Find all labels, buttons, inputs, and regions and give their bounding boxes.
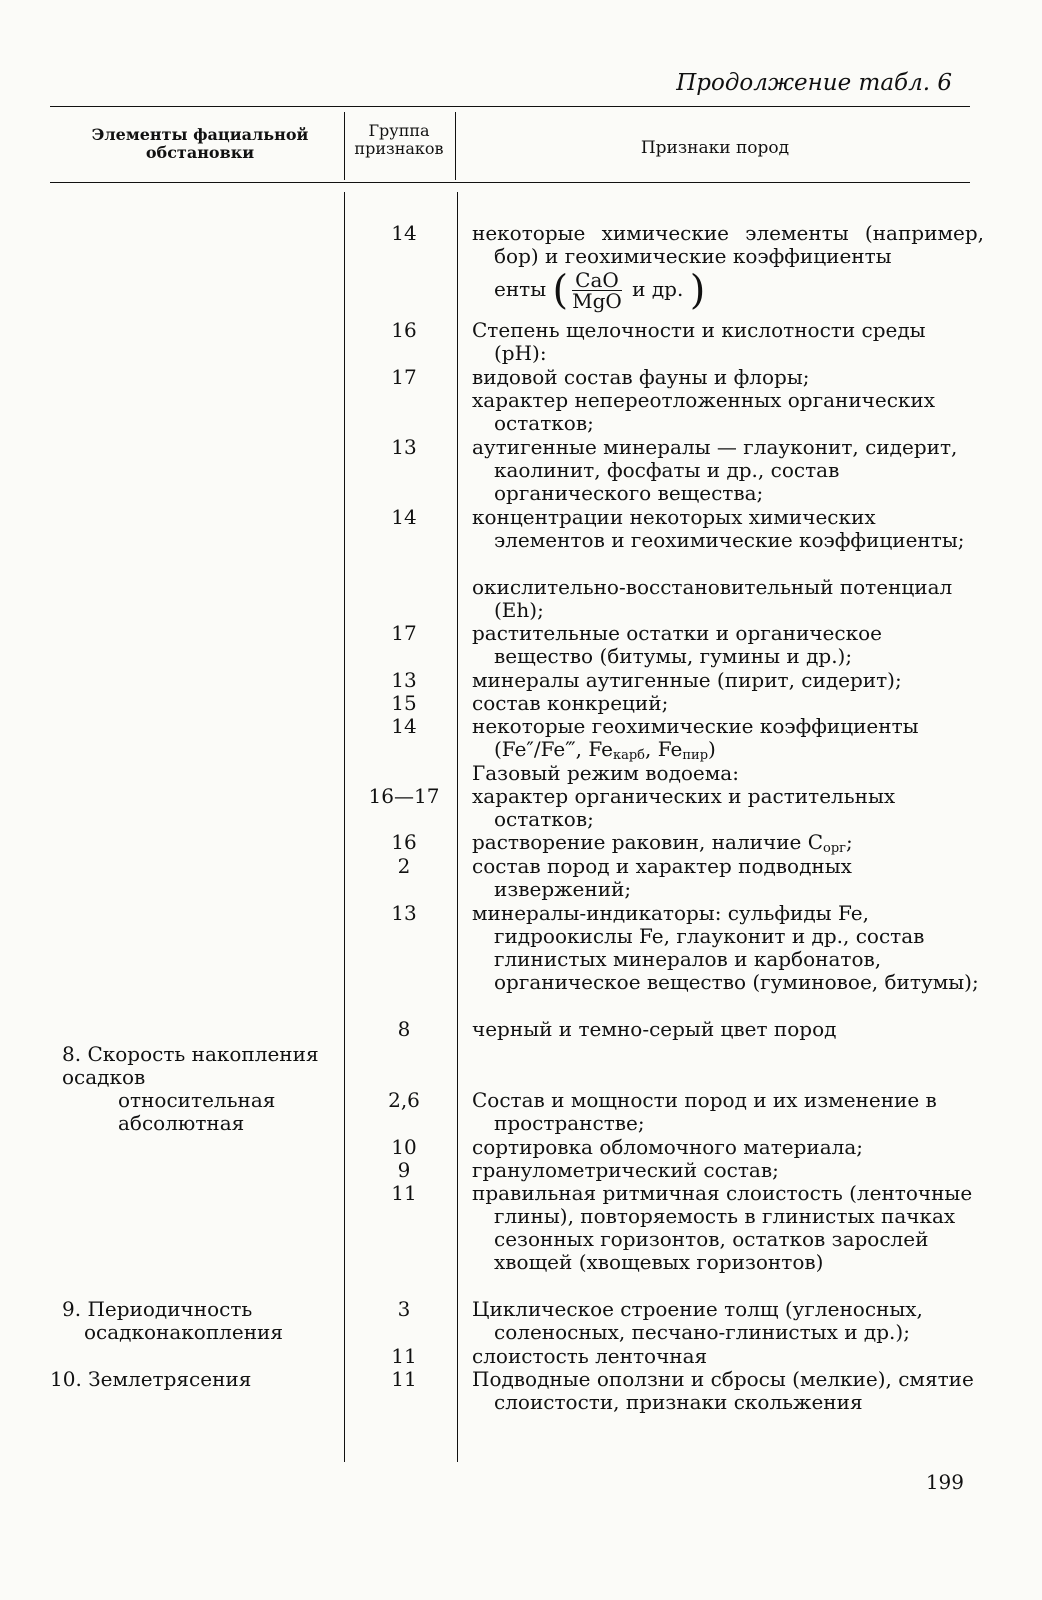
- feature-cell: некоторые химические элементы (например, бор) и геохимические коэффициенты: [472, 221, 984, 268]
- group-cell: 14: [391, 221, 417, 245]
- paren-open: (: [552, 267, 569, 314]
- group-cell: 13: [391, 435, 417, 459]
- feature-cell: некоторые геохимические коэффициенты (Fe″/Fe‴, $Fe_{карб}$, $Fe_{пир}$): [472, 714, 919, 763]
- header-divider-1: [344, 112, 345, 180]
- group-cell: 17: [391, 621, 417, 645]
- group-cell: 8: [397, 1017, 411, 1041]
- feature-cell: состав конкреций;: [472, 691, 669, 715]
- feature-cell: черный и темно-серый цвет пород: [472, 1017, 837, 1041]
- feature-cell: сортировка обломочного материала;: [472, 1135, 864, 1159]
- feature-cell: правильная ритмичная слоистость (ленточные глины), повторяемость в глинистых пачках сезонных горизонтов, остатков зарослей хвощей (хвощевых горизонтов): [472, 1181, 973, 1274]
- header-rock-features: Признаки пород: [640, 138, 790, 158]
- fraction: [572, 270, 622, 311]
- group-cell: 13: [391, 668, 417, 692]
- feature-cell: гранулометрический состав;: [472, 1158, 779, 1182]
- feature-cell: характер органических и растительных остатков;: [472, 784, 896, 831]
- fraction-numerator: CaO: [572, 270, 622, 291]
- feature-cell: минералы аутигенные (пирит, сидерит);: [472, 668, 902, 692]
- group-cell: 15: [391, 691, 417, 715]
- group-cell: 11: [391, 1181, 417, 1205]
- feature-cell: окислительно-восстановительный потенциал (Eh);: [472, 575, 953, 622]
- element-8-relative: относительная: [118, 1088, 276, 1112]
- group-cell: 16—17: [368, 784, 440, 808]
- feature-cell: растворение раковин, наличие $C_{орг}$;: [472, 830, 853, 856]
- group-cell: 10: [391, 1135, 417, 1159]
- feature-cell: Циклическое строение толщ (угленосных, соленосных, песчано-глинистых и др.);: [472, 1297, 923, 1344]
- group-cell: 3: [397, 1297, 411, 1321]
- element-10: 10. Землетрясения: [50, 1367, 252, 1391]
- feature-cell: Газовый режим водоема:: [472, 761, 739, 785]
- group-cell: 14: [391, 714, 417, 738]
- ratio-formula: [494, 267, 954, 314]
- feature-cell: слоистость ленточная: [472, 1344, 708, 1368]
- group-cell: 14: [391, 505, 417, 529]
- feature-cell: Подводные оползни и сбросы (мелкие), смятие слоистости, признаки скольжения: [472, 1367, 974, 1414]
- feature-cell: Степень щелочности и кислотности среды (pH):: [472, 318, 926, 365]
- header-group: Группа признаков: [354, 121, 444, 158]
- feature-cell: состав пород и характер подводных извержений;: [472, 854, 852, 901]
- feature-cell: характер непереотложенных органических остатков;: [472, 388, 936, 435]
- group-cell: 11: [391, 1367, 417, 1391]
- group-cell: 2: [397, 854, 411, 878]
- group-cell: 9: [397, 1158, 411, 1182]
- feature-cell: растительные остатки и органическое вещество (битумы, гумины и др.);: [472, 621, 882, 668]
- feature-cell: минералы-индикаторы: сульфиды Fe, гидроокислы Fe, глауконит и др., состав глинистых минералов и карбонатов, органическое вещество (гуминовое, битумы);: [472, 901, 979, 994]
- group-cell: 17: [391, 365, 417, 389]
- header-divider-2: [455, 112, 456, 180]
- continuation-label: Продолжение табл. 6: [676, 70, 952, 96]
- group-cell: 16: [391, 318, 417, 342]
- page-number: 199: [925, 1470, 964, 1494]
- paren-close: ): [689, 267, 706, 314]
- group-cell: 2,6: [388, 1088, 420, 1112]
- formula-prefix: енты: [494, 277, 553, 301]
- column-divider-1: [344, 192, 345, 1462]
- feature-cell: Состав и мощности пород и их изменение в пространстве;: [472, 1088, 937, 1135]
- feature-cell: аутигенные минералы — глауконит, сидерит, каолинит, фосфаты и др., состав органического вещества;: [472, 435, 958, 505]
- header-bottom-rule: [50, 182, 970, 183]
- element-8: 8. Скорость накопления осадков: [62, 1042, 319, 1089]
- group-cell: 13: [391, 901, 417, 925]
- element-8-absolute: абсолютная: [118, 1111, 245, 1135]
- table-top-rule: [50, 106, 970, 107]
- element-9: 9. Периодичность осадконакопления: [62, 1297, 283, 1344]
- header-facies-elements: Элементы фациальной обстановки: [91, 125, 309, 162]
- formula-tail: и др.: [632, 277, 684, 301]
- fraction-denominator: MgO: [572, 289, 622, 313]
- feature-cell: видовой состав фауны и флоры;: [472, 365, 810, 389]
- group-cell: 16: [391, 830, 417, 854]
- feature-cell: концентрации некоторых химических элементов и геохимические коэффициенты;: [472, 505, 965, 552]
- group-cell: 11: [391, 1344, 417, 1368]
